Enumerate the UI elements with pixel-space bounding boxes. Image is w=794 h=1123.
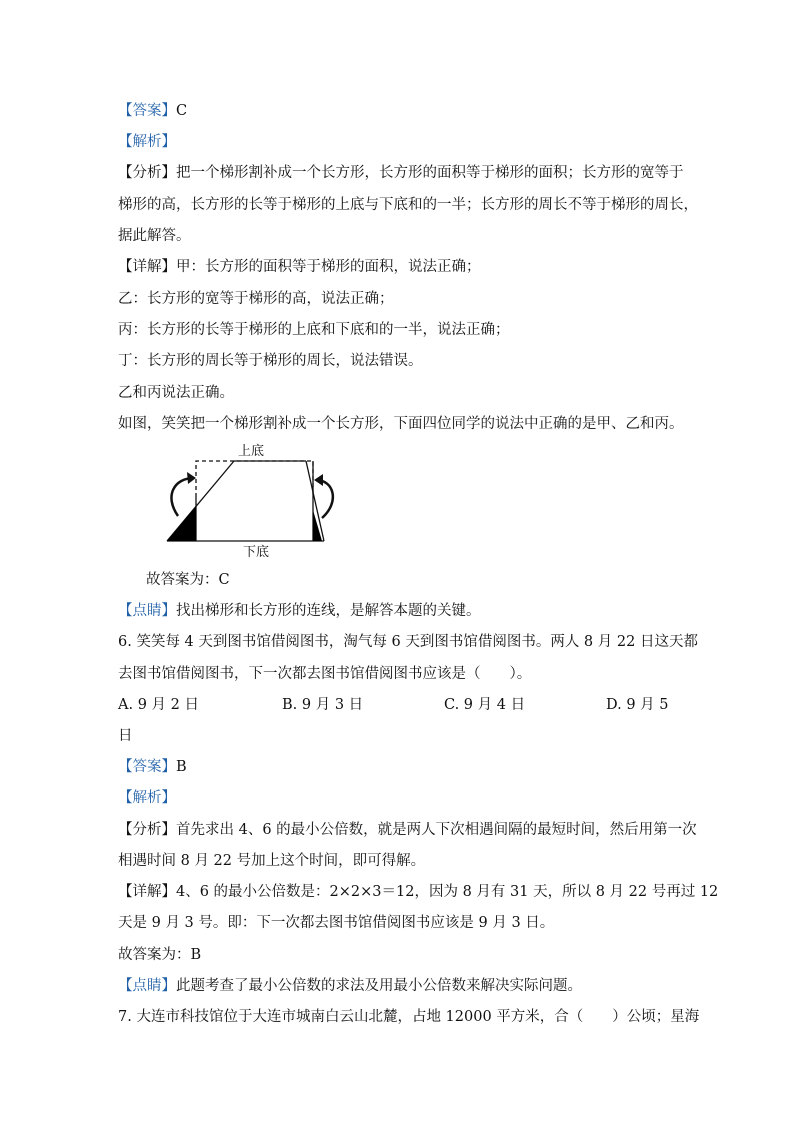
trapezoid-figure [160, 438, 360, 563]
q5-line-yibing: 乙和丙说法正确。 [118, 385, 234, 401]
xiangjie-text: 4、6 的最小公倍数是：2×2×3＝12，因为 8 月有 31 天，所以 8 月 22 号再过 12 [176, 884, 719, 900]
q6-option-d: D. 9 月 5 [606, 697, 669, 713]
q5-line-rutu: 如图，笑笑把一个梯形割补成一个长方形，下面四位同学的说法中正确的是甲、乙和丙。 [118, 416, 684, 432]
q6-xiangjie-line-2: 天是 9 月 3 号。即：下一次都去图书馆借阅图书应该是 9 月 3 日。 [118, 915, 555, 931]
q6-dianjing [118, 976, 678, 996]
q5-fenxi-line-3: 据此解答。 [118, 228, 191, 244]
dianjing-tag: 【点睛】 [118, 978, 176, 994]
answer-value: B [176, 759, 187, 775]
dianjing-tag: 【点睛】 [118, 603, 176, 619]
q5-line-ding: 丁：长方形的周长等于梯形的周长，说法错误。 [118, 353, 423, 369]
answer-tag: 【答案】 [118, 103, 176, 119]
q5-line-bing: 丙：长方形的长等于梯形的上底和下底和的一半，说法正确； [118, 322, 510, 338]
q6-stem-line-2: 去图书馆借阅图书，下一次都去图书馆借阅图书应该是（ ）。 [118, 666, 532, 682]
dianjing-text: 找出梯形和长方形的连线，是解答本题的关键。 [176, 603, 481, 619]
answer-tag: 【答案】 [118, 759, 176, 775]
q5-final-answer: 故答案为：C [146, 572, 230, 588]
q7-stem-line-1: 7. 大连市科技馆位于大连市城南白云山北麓，占地 12000 平方米，合（ ）公顷；星海 [118, 1009, 700, 1025]
q5-jiexi-heading: 【解析】 [118, 134, 176, 150]
xiangjie-tag: 【详解】 [118, 259, 176, 275]
figure-top-label: 上底 [238, 444, 265, 459]
q5-fenxi-line-1 [118, 163, 684, 183]
q6-answer-line [118, 757, 678, 777]
q6-option-d-wrap: 日 [118, 728, 133, 744]
q6-jiexi-heading: 【解析】 [118, 790, 176, 806]
q6-stem-line-1: 6. 笑笑每 4 天到图书馆借阅图书，淘气每 6 天到图书馆借阅图书。两人 8 月 22 日这天都 [118, 634, 698, 650]
q6-fenxi-line-2: 相遇时间 8 月 22 号加上这个时间，即可得解。 [118, 853, 426, 869]
q6-fenxi-line-1 [118, 820, 697, 840]
xiangjie-text: 甲：长方形的面积等于梯形的面积，说法正确； [176, 259, 481, 275]
q6-option-b: B. 9 月 3 日 [282, 697, 364, 713]
q5-xiangjie-line-1 [118, 257, 678, 277]
q5-fenxi-line-2: 梯形的高，长方形的长等于梯形的上底与下底和的一半；长方形的周长不等于梯形的周长， [118, 197, 698, 213]
q5-line-yi: 乙：长方形的宽等于梯形的高，说法正确； [118, 291, 394, 307]
left-curved-arrow [171, 478, 194, 516]
fenxi-tag: 【分析】 [118, 822, 176, 838]
q6-xiangjie-line-1 [118, 882, 719, 902]
q6-option-c: C. 9 月 4 日 [444, 697, 526, 713]
fenxi-text: 把一个梯形割补成一个长方形，长方形的面积等于梯形的面积；长方形的宽等于 [176, 165, 684, 181]
figure-bottom-label: 下底 [243, 545, 270, 560]
answer-value: C [176, 103, 188, 119]
q5-answer-line [118, 101, 678, 121]
dianjing-text: 此题考查了最小公倍数的求法及用最小公倍数来解决实际问题。 [176, 978, 582, 994]
fenxi-tag: 【分析】 [118, 165, 176, 181]
q6-option-a: A. 9 月 2 日 [118, 697, 199, 713]
q5-dianjing [118, 601, 678, 621]
q6-final-answer: 故答案为：B [118, 947, 202, 963]
xiangjie-tag: 【详解】 [118, 884, 176, 900]
fenxi-text: 首先求出 4、6 的最小公倍数，就是两人下次相遇间隔的最短时间，然后用第一次 [176, 822, 697, 838]
right-curved-arrow [316, 480, 333, 518]
